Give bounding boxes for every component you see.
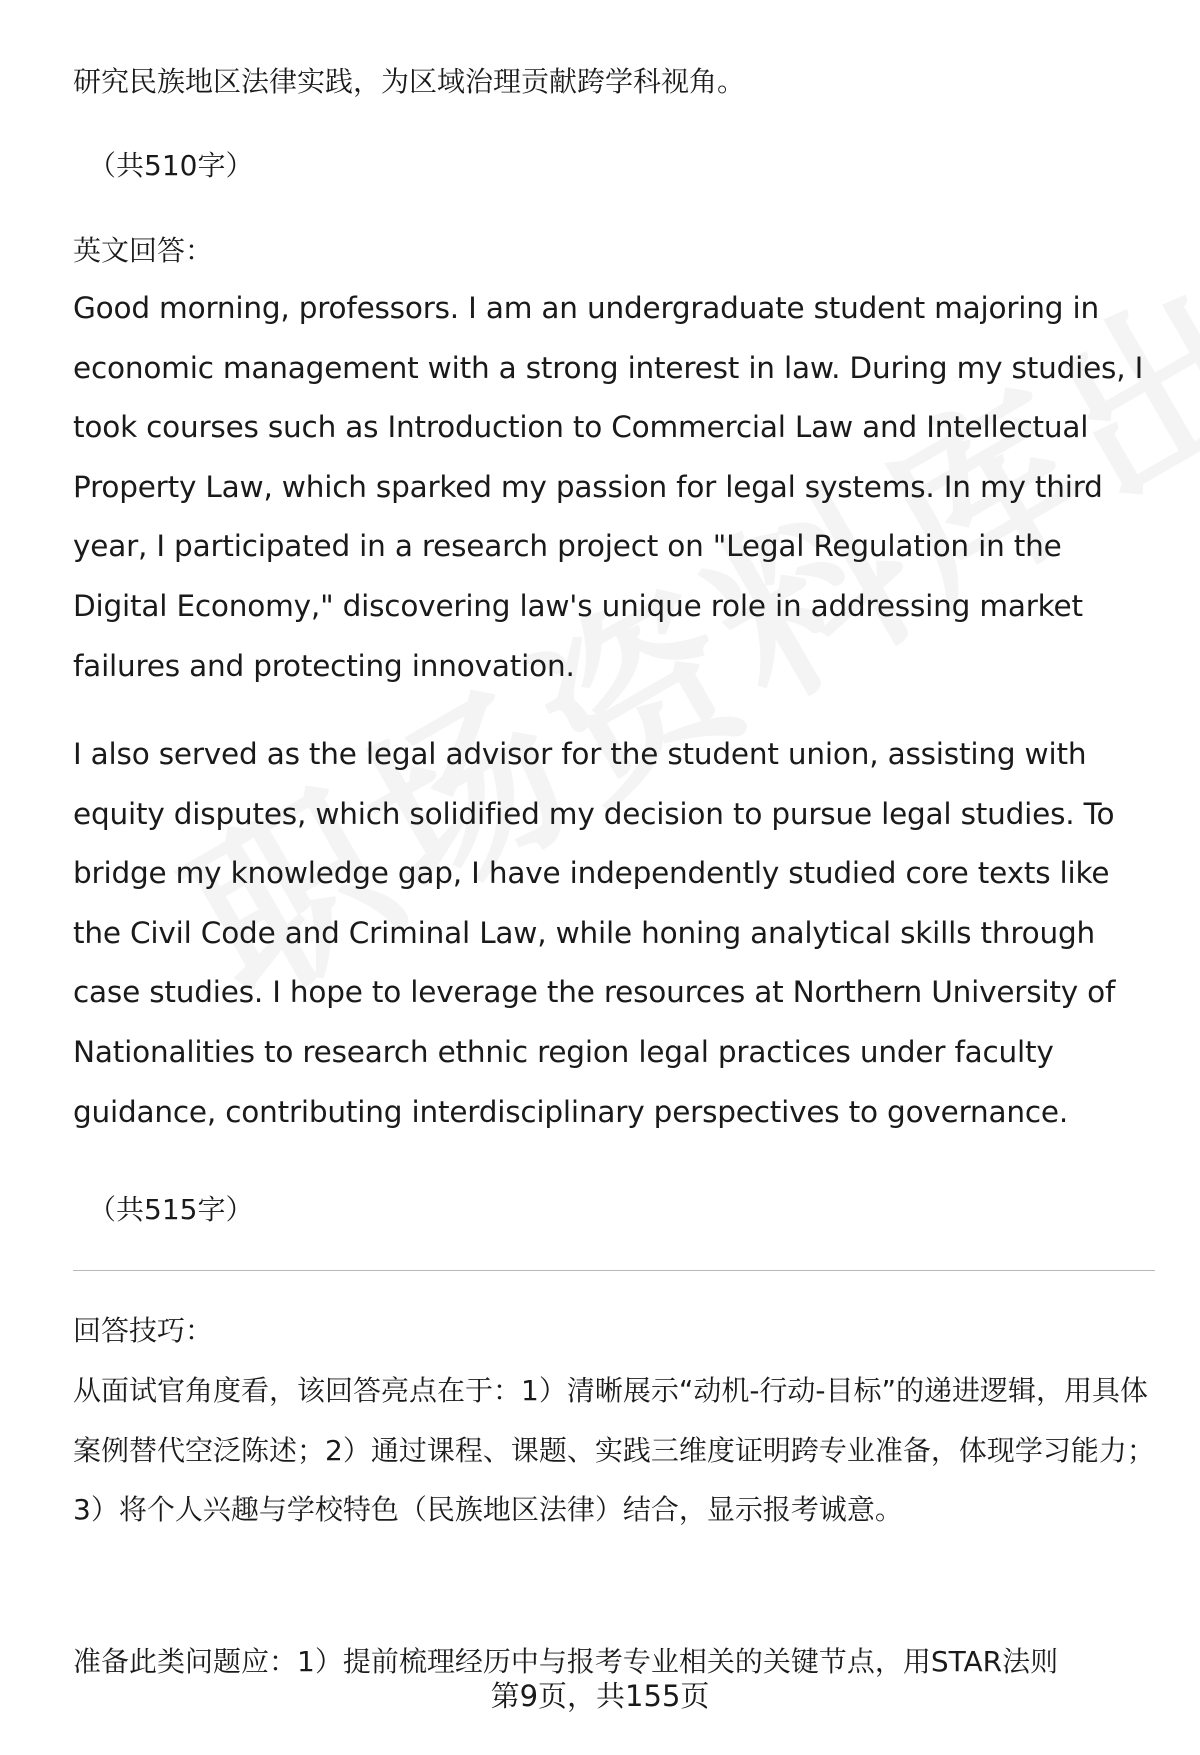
chinese-word-count: （共510字） [88,149,254,182]
tips-heading: 回答技巧： [73,1314,214,1347]
tips-paragraph-1: 从面试官角度看，该回答亮点在于：1）清晰展示“动机-行动-目标”的递进逻辑，用具体案例替代空泛陈述；2）通过课程、课题、实践三维度证明跨专业准备，体现学习能力；3）将个人兴趣与学校特色（民族地区法律）结合，显示报考诚意。 [73,1374,1155,1526]
top-continuation-text: 研究民族地区法律实践，为区域治理贡献跨学科视角。 [73,65,746,98]
english-answer-paragraph-1: Good morning, professors. I am an undergraduate student majoring in economic management with a strong interest in law. During my studies, I took courses such as Introduction to Commercial Law and Intellectual Property Law, which sparked my passion for legal systems. In my third year, I participated in a research project on "Legal Regulation in the Digital Economy," discovering law's unique role in addressing market failures and protecting innovation. [73,291,1144,683]
tips-paragraph-2: 准备此类问题应：1）提前梳理经历中与报考专业相关的关键节点，用STAR法则 [73,1645,1059,1678]
page-number-footer: 第9页，共155页 [490,1679,710,1713]
section-divider [73,1270,1155,1271]
english-answer-heading: 英文回答： [73,234,214,267]
english-word-count: （共515字） [88,1193,254,1226]
english-answer-paragraph-2: I also served as the legal advisor for the student union, assisting with equity disputes, which solidified my decision to pursue legal studies. To bridge my knowledge gap, I have independently studied core texts like the Civil Code and Criminal Law, while honing analytical skills through case studies. I hope to leverage the resources at Northern University of Nationalities to research ethnic region legal practices under faculty guidance, contributing interdisciplinary perspectives to governance. [73,737,1116,1129]
